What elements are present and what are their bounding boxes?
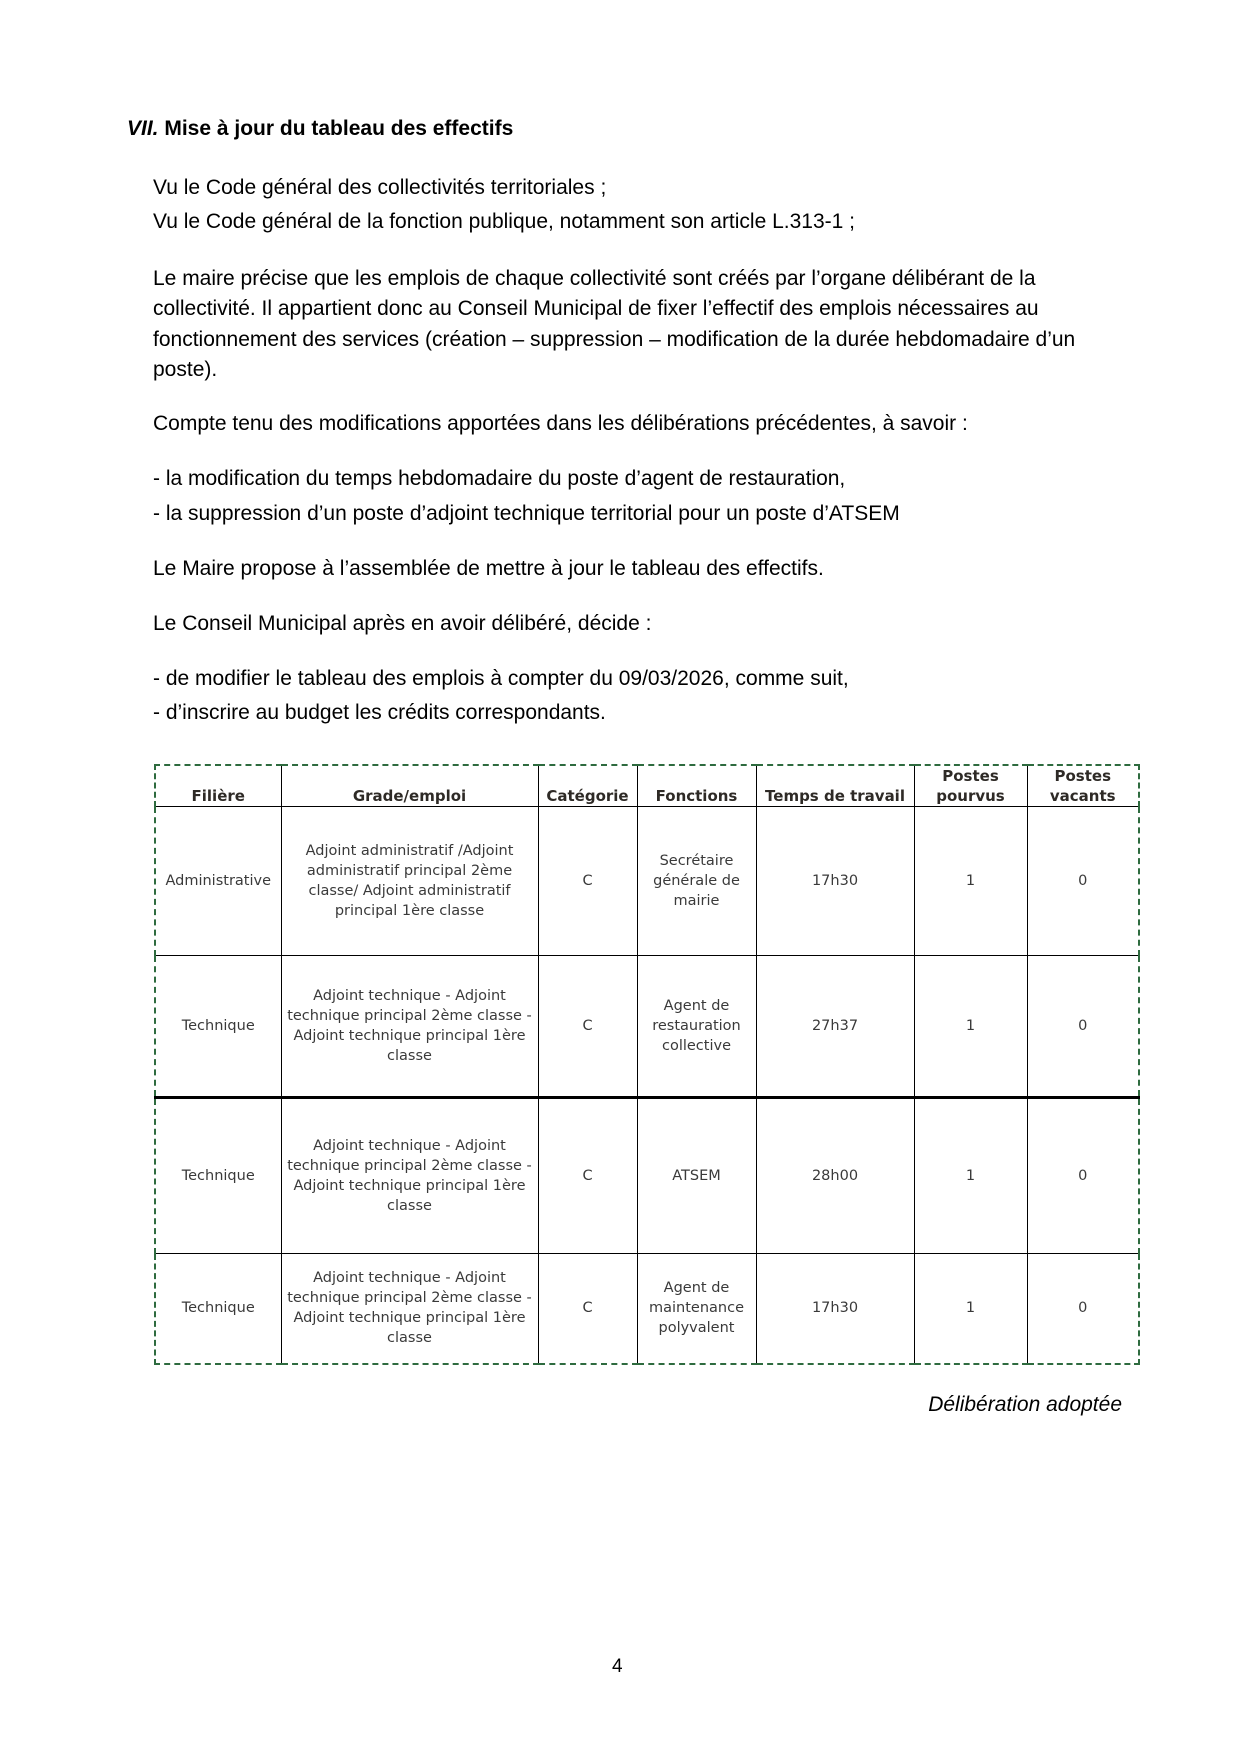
cell-temps: 28h00: [756, 1098, 914, 1254]
cell-grade: Adjoint administratif /Adjoint administratif principal 2ème classe/ Adjoint administratif principal 1ère classe: [281, 807, 538, 956]
header-vacants: Postes vacants: [1027, 765, 1139, 807]
cell-vacants: 0: [1027, 1254, 1139, 1364]
cell-filiere: Technique: [155, 1254, 281, 1364]
header-grade: Grade/emploi: [281, 765, 538, 807]
header-temps: Temps de travail: [756, 765, 914, 807]
cell-temps: 27h37: [756, 956, 914, 1098]
modification-item: - la modification du temps hebdomadaire du poste d’agent de restauration,: [153, 467, 846, 490]
context-line: Compte tenu des modifications apportées dans les délibérations précédentes, à savoir :: [153, 412, 968, 435]
intro-paragraph: Le maire précise que les emplois de chaque collectivité sont créés par l’organe délibérant de la collectivité. Il appartient donc au Conseil Municipal de fixer l’effectif des emplois nécessaires au fonctionnement des services (création – suppression – modification de la durée hebdomadaire d’un poste).: [153, 267, 1076, 382]
cell-grade: Adjoint technique - Adjoint technique principal 2ème classe - Adjoint technique principal 1ère classe: [281, 956, 538, 1098]
decision-item: - d’inscrire au budget les crédits correspondants.: [153, 701, 606, 724]
section-number: VII.: [127, 117, 159, 140]
cell-grade: Adjoint technique - Adjoint technique principal 2ème classe - Adjoint technique principal 1ère classe: [281, 1254, 538, 1364]
cell-pourvus: 1: [914, 807, 1027, 956]
header-fonctions: Fonctions: [637, 765, 756, 807]
cell-vacants: 0: [1027, 807, 1139, 956]
cell-categorie: C: [538, 1254, 637, 1364]
decision-item: - de modifier le tableau des emplois à compter du 09/03/2026, comme suit,: [153, 667, 849, 690]
page-number: 4: [612, 1656, 623, 1677]
cell-vacants: 0: [1027, 956, 1139, 1098]
cell-temps: 17h30: [756, 1254, 914, 1364]
modification-item: - la suppression d’un poste d’adjoint technique territorial pour un poste d’ATSEM: [153, 502, 900, 525]
cell-grade: Adjoint technique - Adjoint technique principal 2ème classe - Adjoint technique principal 1ère classe: [281, 1098, 538, 1254]
deliberation-outcome: Délibération adoptée: [928, 1393, 1122, 1416]
staff-table: [154, 764, 1138, 1360]
header-filiere: Filière: [155, 765, 281, 807]
visa-cgfp: Vu le Code général de la fonction publique, notamment son article L.313-1 ;: [153, 210, 856, 233]
cell-vacants: 0: [1027, 1098, 1139, 1254]
table-row: [155, 956, 1139, 1098]
cell-filiere: Technique: [155, 956, 281, 1098]
cell-pourvus: 1: [914, 956, 1027, 1098]
cell-pourvus: 1: [914, 1098, 1027, 1254]
cell-temps: 17h30: [756, 807, 914, 956]
table-header-row: [155, 765, 1139, 807]
header-categorie: Catégorie: [538, 765, 637, 807]
visa-cgct: Vu le Code général des collectivités territoriales ;: [153, 176, 607, 199]
cell-categorie: C: [538, 1098, 637, 1254]
cell-fonctions: Secrétaire générale de mairie: [637, 807, 756, 956]
table-row: [155, 1254, 1139, 1364]
cell-categorie: C: [538, 956, 637, 1098]
cell-fonctions: Agent de restauration collective: [637, 956, 756, 1098]
cell-fonctions: ATSEM: [637, 1098, 756, 1254]
cell-fonctions: Agent de maintenance polyvalent: [637, 1254, 756, 1364]
cell-pourvus: 1: [914, 1254, 1027, 1364]
decision-intro: Le Conseil Municipal après en avoir délibéré, décide :: [153, 612, 652, 635]
cell-filiere: Administrative: [155, 807, 281, 956]
table-row: [155, 807, 1139, 956]
section-title: [127, 117, 513, 141]
section-title-text: Mise à jour du tableau des effectifs: [164, 117, 514, 140]
cell-categorie: C: [538, 807, 637, 956]
header-pourvus: Postes pourvus: [914, 765, 1027, 807]
table-row: [155, 1098, 1139, 1254]
cell-filiere: Technique: [155, 1098, 281, 1254]
proposal-line: Le Maire propose à l’assemblée de mettre à jour le tableau des effectifs.: [153, 557, 824, 580]
